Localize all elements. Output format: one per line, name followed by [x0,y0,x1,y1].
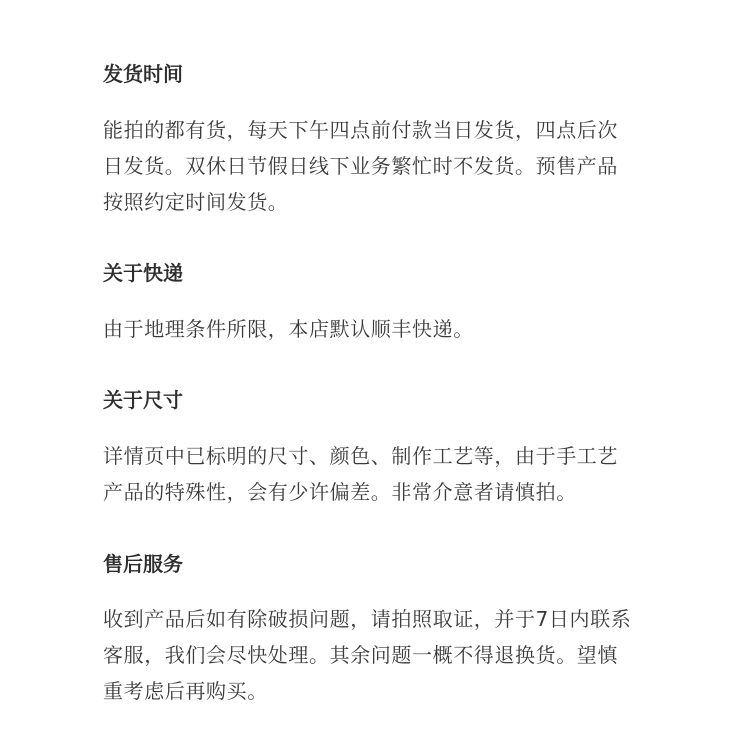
body-line: 重考虑后再购买。 [103,679,268,703]
section-body-size [103,438,643,510]
section-heading-shipping-time: 发货时间 [103,62,183,86]
body-line: 客服，我们会尽快处理。其余问题一概不得退换货。望慎 [103,643,618,667]
body-line: 收到产品后如有除破损问题，请拍照取证，并于7日内联系 [103,607,632,631]
body-line: 由于地理条件所限，本店默认顺丰快递。 [103,317,474,341]
body-line: 详情页中已标明的尺寸、颜色、制作工艺等，由于手工艺 [103,444,618,468]
body-line: 日发货。双休日节假日线下业务繁忙时不发货。预售产品 [103,154,618,178]
section-heading-courier: 关于快递 [103,261,183,285]
section-heading-after-sales: 售后服务 [103,552,183,576]
section-heading-size: 关于尺寸 [103,388,183,412]
section-body-shipping-time [103,112,643,220]
section-body-after-sales [103,601,643,709]
body-line: 产品的特殊性，会有少许偏差。非常介意者请慎拍。 [103,480,577,504]
body-line: 按照约定时间发货。 [103,190,289,214]
body-line: 能拍的都有货，每天下午四点前付款当日发货，四点后次 [103,118,618,142]
section-body-courier [103,311,643,347]
